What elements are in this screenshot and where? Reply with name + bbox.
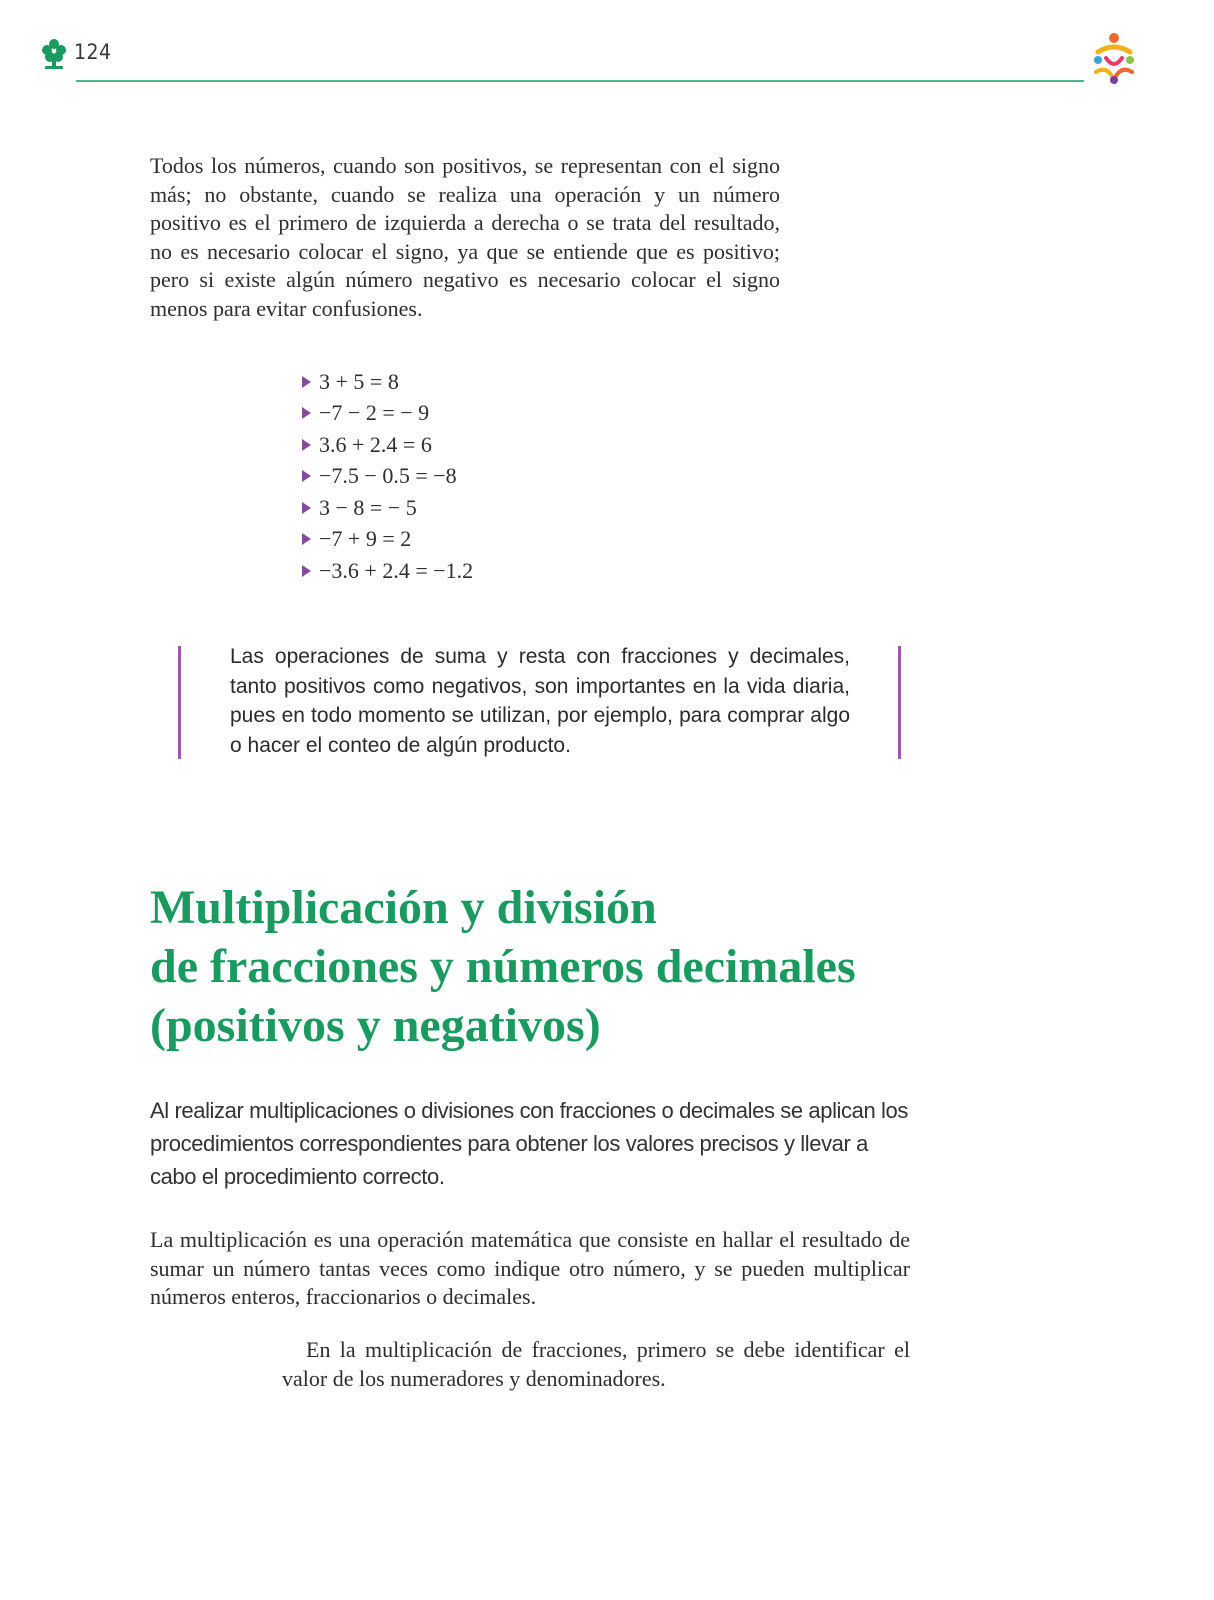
bullet-arrow-icon xyxy=(302,533,311,545)
example-expression: −7 + 9 = 2 xyxy=(319,526,412,552)
example-expression: −7.5 − 0.5 = −8 xyxy=(319,463,457,489)
bullet-arrow-icon xyxy=(302,565,311,577)
list-item xyxy=(302,461,473,493)
bullet-arrow-icon xyxy=(302,407,311,419)
example-expression: −7 − 2 = − 9 xyxy=(319,400,430,426)
list-item xyxy=(302,429,473,461)
list-item xyxy=(302,555,473,587)
section-intro-paragraph: Al realizar multiplicaciones o divisiones con fracciones o decimales se aplican los procedimientos correspondientes para obtener los valores precisos y llevar a cabo el procedimiento correcto. xyxy=(150,1098,908,1189)
list-item xyxy=(302,492,473,524)
bullet-arrow-icon xyxy=(302,470,311,482)
bullet-arrow-icon xyxy=(302,502,311,514)
section-title-line: Multiplicación y división xyxy=(150,881,657,934)
tree-icon xyxy=(40,38,68,70)
examples-list xyxy=(302,366,473,587)
list-item xyxy=(302,398,473,430)
bullet-arrow-icon xyxy=(302,376,311,388)
note-text: Las operaciones de suma y resta con fracciones y decimales, tanto positivos como negativos, son importantes en la vida diaria, pues en todo momento se utilizan, por ejemplo, para comprar algo o hacer el conteo de algún producto. xyxy=(230,645,850,757)
intro-paragraph: Todos los números, cuando son positivos, se representan con el signo más; no obstante, cuando se realiza una operación y un número positivo es el primero de izquierda a derecha o se trata del resultado, no es necesario colocar el signo, ya que se entiende que es positivo; pero si existe algún número negativo es necesario colocar el signo menos para evitar confusiones. xyxy=(150,153,780,321)
section-title xyxy=(150,878,1050,1055)
list-item xyxy=(302,524,473,556)
header-rule xyxy=(76,80,1084,82)
colorful-figure-logo xyxy=(1086,30,1142,86)
note-border-left xyxy=(178,646,181,759)
note-border-right xyxy=(898,646,901,759)
example-expression: 3 + 5 = 8 xyxy=(319,368,399,394)
multiplication-definition-paragraph: La multiplicación es una operación matemática que consiste en hallar el resultado de sumar un número tantas veces como indique otro número, y se pueden multiplicar números enteros, fraccionarios o decimales. xyxy=(150,1227,910,1309)
page-number: 124 xyxy=(74,40,112,64)
section-title-line: (positivos y negativos) xyxy=(150,999,601,1052)
list-item xyxy=(302,366,473,398)
example-expression: 3 − 8 = − 5 xyxy=(319,494,417,520)
bullet-arrow-icon xyxy=(302,439,311,451)
example-expression: −3.6 + 2.4 = −1.2 xyxy=(319,557,474,583)
example-expression: 3.6 + 2.4 = 6 xyxy=(319,431,432,457)
fraction-multiplication-paragraph: En la multiplicación de fracciones, primero se debe identificar el valor de los numeradores y denominadores. xyxy=(282,1337,910,1391)
section-title-line: de fracciones y números decimales xyxy=(150,940,856,993)
